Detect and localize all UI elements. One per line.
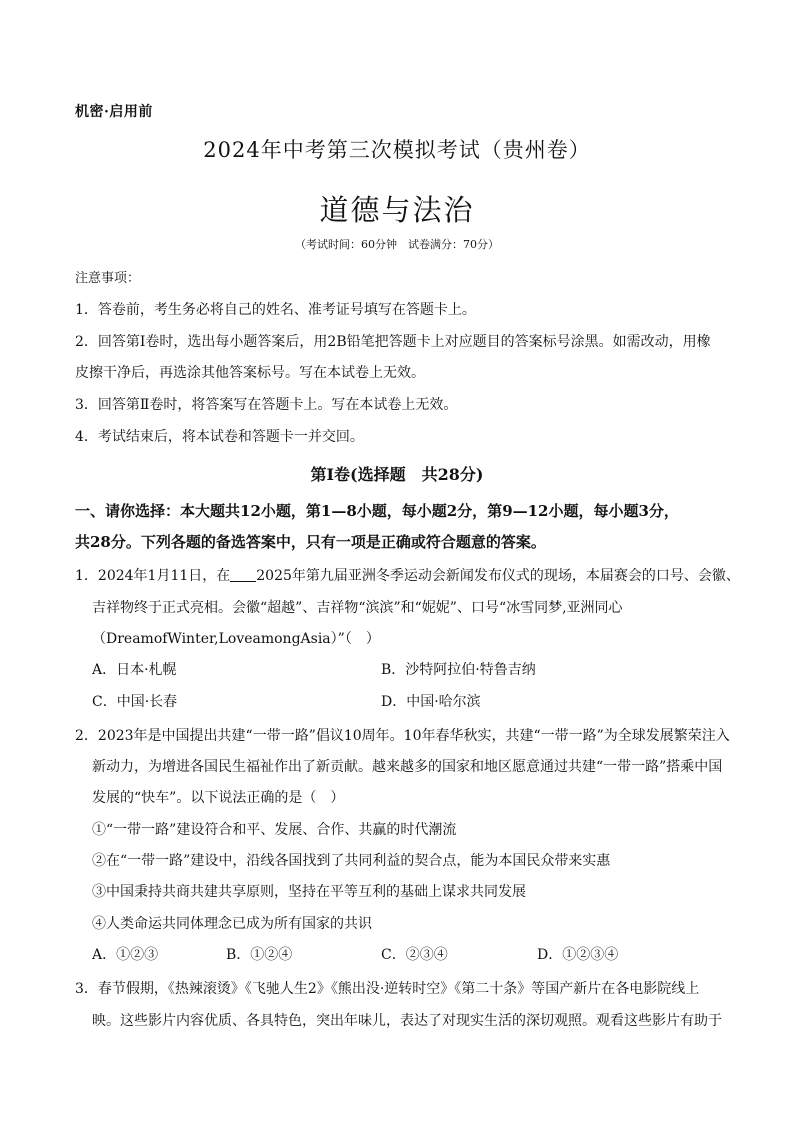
confidential-label: 机密·启用前 <box>75 104 153 120</box>
notes-title: 注意事项： <box>75 271 141 286</box>
option-c: C．②③④ <box>381 947 448 963</box>
exam-title: 2024年中考第三次模拟考试（贵州卷） <box>203 138 591 162</box>
note-item: 皮擦干净后，再选涂其他答案标号。写在本试卷上无效。 <box>75 365 425 381</box>
section-instruction: 一、请你选择：本大题共12小题，第1—8小题，每小题2分，第9—12小题，每小题3分， <box>75 502 679 520</box>
statement-item: ④人类命运共同体理念已成为所有国家的共识 <box>92 916 372 932</box>
option-b: B．①②④ <box>226 947 293 963</box>
statement-item: ①“一带一路”建设符合和平、发展、合作、共赢的时代潮流 <box>92 822 457 838</box>
question-3-text: 3．春节假期，《热辣滚烫》《飞驰人生2》《熊出没·逆转时空》《第二十条》等国产新片在各电影院线上 <box>75 981 700 997</box>
question-1-stem-start: 1．2024年1月11日，在 <box>75 568 231 584</box>
statement-item: ③中国秉持共商共建共享原则，坚持在平等互利的基础上谋求共同发展 <box>92 884 526 900</box>
option-d: D．①②③④ <box>537 947 619 963</box>
question-1-stem-cont: 2025年第九届亚洲冬季运动会新闻发布仪式的现场，本届赛会的口号、会徽、 <box>256 568 740 584</box>
question-1-text: （DreamofWinter,LoveamongAsia）”（ ） <box>92 631 380 647</box>
question-2-text: 新动力，为增进各国民生福祉作出了新贡献。越来越多的国家和地区愿意通过共建“一带一路”搭乘中国 <box>92 759 723 775</box>
statement-item: ②在“一带一路”建设中，沿线各国找到了共同利益的契合点，能为本国民众带来实惠 <box>92 853 611 869</box>
question-2-text: 2．2023年是中国提出共建“一带一路”倡议10周年。10年春华秋实，共建“一带一路”为全球发展繁荣注入 <box>75 728 730 744</box>
exam-info: （考试时间：60分钟 试卷满分：70分） <box>295 238 499 251</box>
subject-title: 道德与法治 <box>319 193 475 227</box>
question-2-text: 发展的“快车”。以下说法正确的是（ ） <box>92 790 345 806</box>
option-c: C．中国·长春 <box>92 694 178 710</box>
option-b: B．沙特阿拉伯·特鲁吉纳 <box>381 662 536 678</box>
option-a: A．①②③ <box>92 947 159 963</box>
answer-blank <box>230 567 256 582</box>
option-d: D．中国·哈尔滨 <box>381 694 481 710</box>
note-item: 1．答卷前，考生务必将自己的姓名、准考证号填写在答题卡上。 <box>75 302 476 318</box>
note-item: 2．回答第Ⅰ卷时，选出每小题答案后，用2B铅笔把答题卡上对应题目的答案标号涂黑。如需改动，用橡 <box>75 334 711 350</box>
section-instruction: 共28分。下列各题的备选答案中，只有一项是正确或符合题意的答案。 <box>75 533 546 551</box>
question-1-text: 吉祥物终于正式亮相。会徽“超越”、吉祥物“滨滨”和“妮妮”、口号“冰雪同梦,亚洲同心 <box>92 600 623 616</box>
question-1-text <box>75 565 740 585</box>
note-item: 3．回答第Ⅱ卷时，将答案写在答题卡上。写在本试卷上无效。 <box>75 397 458 413</box>
section-heading: 第Ⅰ卷(选择题 共28分) <box>310 465 484 484</box>
note-item: 4．考试结束后，将本试卷和答题卡一并交回。 <box>75 429 364 445</box>
option-a: A．日本·札幌 <box>92 662 177 678</box>
question-3-text: 映。这些影片内容优质、各具特色，突出年味儿，表达了对现实生活的深切观照。观看这些影片有助于 <box>92 1013 722 1029</box>
